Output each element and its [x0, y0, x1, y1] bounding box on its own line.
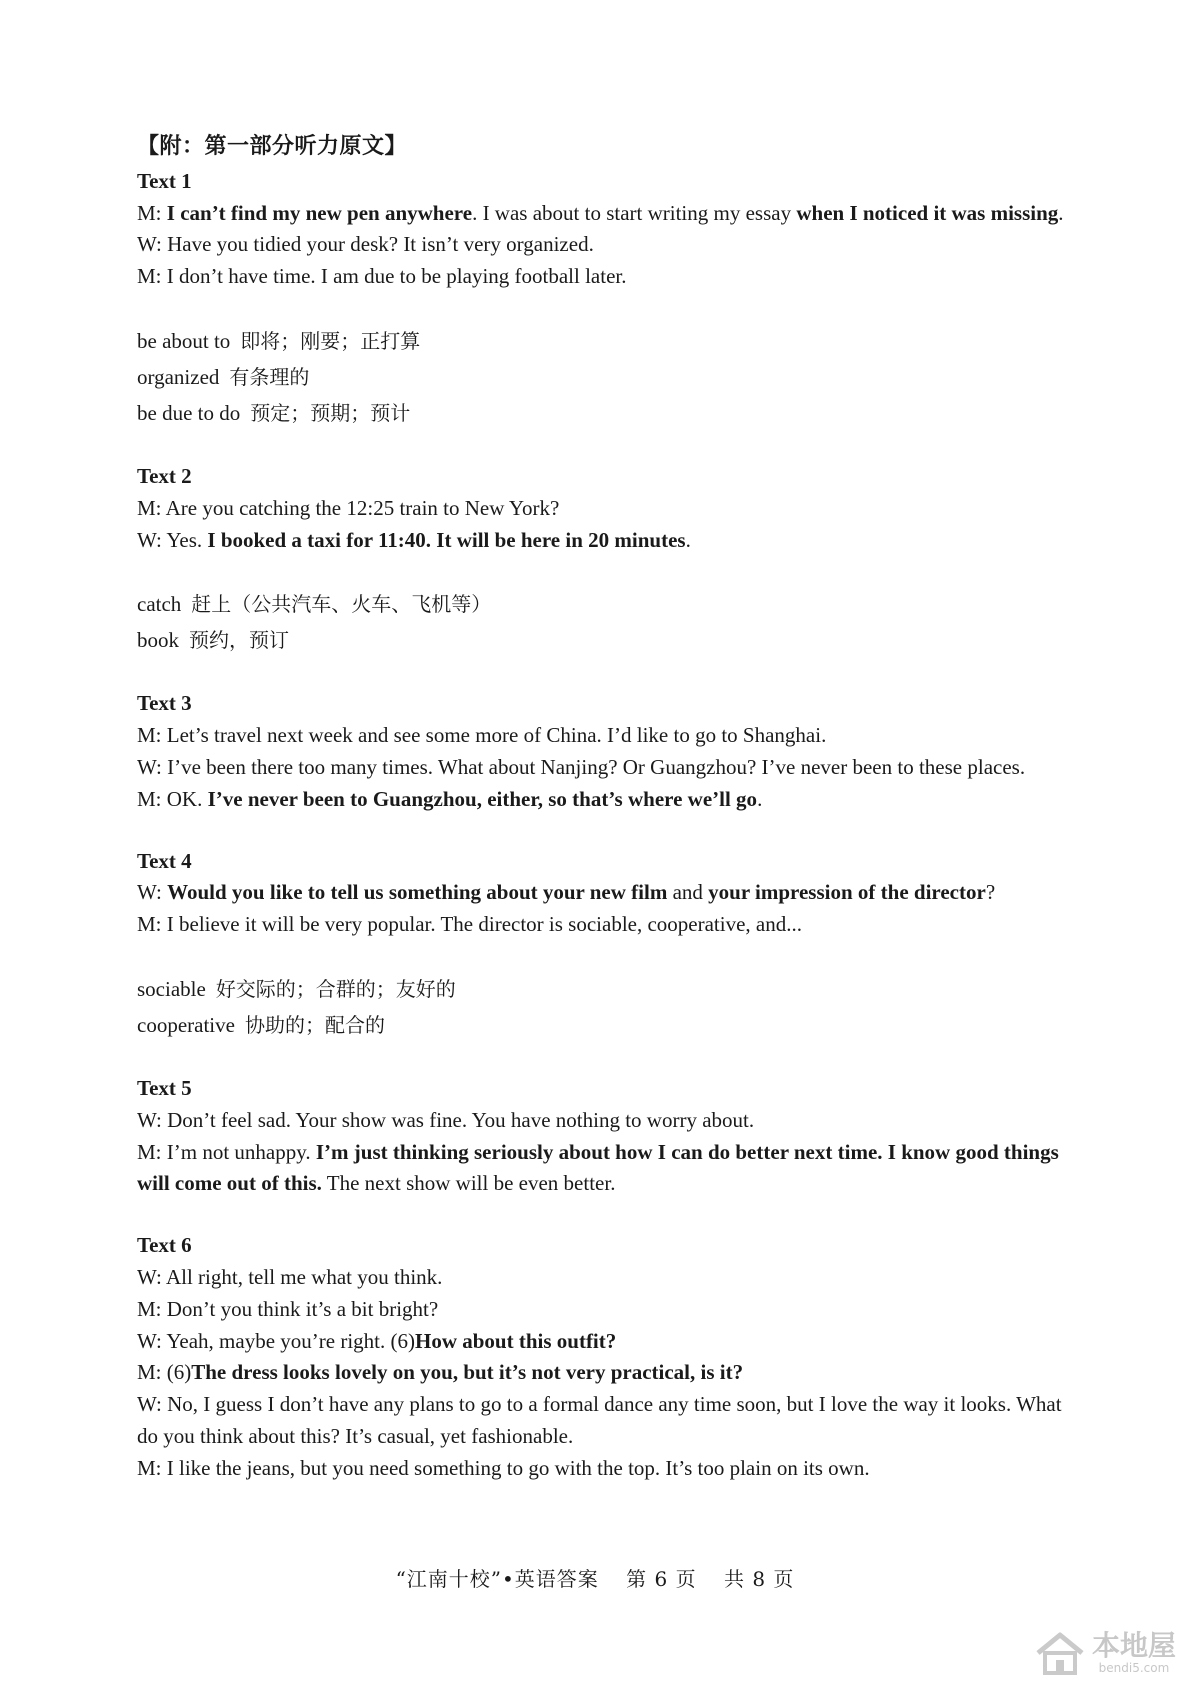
dialogue-line [137, 1453, 1067, 1485]
dialogue-segment: . [757, 786, 763, 811]
text-heading: Text 6 [137, 1233, 192, 1258]
vocab-meaning: 预约，预订 [189, 628, 289, 653]
dialogue-line [137, 877, 1067, 909]
watermark-logo [1034, 1631, 1176, 1675]
text-heading: Text 4 [137, 848, 192, 873]
dialogue-segment: W: Yeah, maybe you’re right. (6) [137, 1328, 415, 1353]
dialogue-line [137, 525, 1067, 557]
key-phrase: your impression of the director [708, 880, 986, 905]
dialogue-line [137, 1326, 1067, 1358]
dialogue-segment: M: I believe it will be very popular. The director is sociable, cooperative, and... [137, 912, 802, 937]
key-phrase: Would you like to tell us something about your new film [167, 880, 668, 905]
dialogue-segment: W: I’ve been there too many times. What about Nanjing? Or Guangzhou? I’ve never been to these places. [137, 754, 1026, 779]
dialogue-segment: M: I like the jeans, but you need something to go with the top. It’s too plain on its own. [137, 1455, 870, 1480]
dialogue-line [137, 493, 1067, 525]
text-heading: Text 5 [137, 1075, 192, 1100]
dialogue-line [137, 229, 1067, 261]
vocab-word: catch [137, 592, 182, 617]
vocab-item [137, 395, 1067, 431]
vocab-word: book [137, 628, 179, 653]
dialogue-segment: . [685, 527, 691, 552]
vocab-meaning: 预定；预期；预计 [250, 400, 411, 425]
dialogue-segment: . [1058, 200, 1064, 225]
vocab-meaning: 即将；刚要；正打算 [240, 328, 421, 353]
dialogue-segment: ? [985, 880, 996, 905]
dialogue-segment: M: I don’t have time. I am due to be playing football later. [137, 264, 627, 289]
key-phrase: when I noticed it was missing [796, 200, 1059, 225]
dialogue-segment: W: Yes. [137, 527, 208, 552]
watermark-name: 本地屋 [1091, 1629, 1176, 1662]
dialogue-segment: W: No, I guess I don’t have any plans to go to a formal dance any time soon, but I love the way it looks. What do you think about this? It’s casual, yet fashionable. [137, 1392, 1062, 1448]
vocabulary-list [137, 971, 1067, 1043]
vocab-item [137, 622, 1067, 658]
dialogue-segment: W: Don’t feel sad. Your show was fine. You have nothing to worry about. [137, 1107, 755, 1132]
text-block [137, 688, 1067, 815]
vocab-meaning: 协助的；配合的 [244, 1012, 385, 1037]
text-heading: Text 2 [137, 463, 192, 488]
text-block [137, 461, 1067, 658]
key-phrase: The dress looks lovely on you, but it’s not very practical, is it? [191, 1360, 744, 1385]
vocab-item [137, 1007, 1067, 1043]
dialogue-segment: The next show will be even better. [321, 1171, 616, 1196]
text-heading: Text 3 [137, 691, 192, 716]
vocab-item [137, 359, 1067, 395]
listening-texts [137, 166, 1067, 1485]
text-block [137, 1230, 1067, 1484]
text-block [137, 1073, 1067, 1200]
key-phrase: How about this outfit? [414, 1328, 617, 1353]
dialogue-line [137, 1389, 1067, 1453]
dialogue-line [137, 1137, 1067, 1201]
section-title: 【附：第一部分听力原文】 [137, 133, 408, 158]
text-block [137, 166, 1067, 431]
dialogue-line [137, 198, 1067, 230]
dialogue-segment: M: Let’s travel next week and see some more of China. I’d like to go to Shanghai. [137, 723, 827, 748]
dialogue-segment: and [667, 880, 709, 905]
dialogue-segment: W: Have you tidied your desk? It isn’t very organized. [137, 232, 594, 257]
vocabulary-list [137, 323, 1067, 431]
key-phrase: I can’t find my new pen anywhere [166, 200, 473, 225]
vocab-word: be due to do [137, 400, 241, 425]
dialogue-line [137, 909, 1067, 941]
vocab-word: sociable [137, 976, 206, 1001]
vocab-item [137, 971, 1067, 1007]
key-phrase: I’ve never been to Guangzhou, either, so that’s where we’ll go [207, 786, 758, 811]
dialogue-line [137, 1357, 1067, 1389]
key-phrase: I booked a taxi for 11:40. It will be here in 20 minutes [207, 527, 686, 552]
dialogue-segment: M: I’m not unhappy. [137, 1139, 316, 1164]
dialogue-segment: M: [137, 200, 167, 225]
dialogue-line [137, 261, 1067, 293]
dialogue-segment: . I was about to start writing my essay [472, 200, 797, 225]
dialogue-line [137, 752, 1067, 784]
vocab-meaning: 好交际的；合群的；友好的 [215, 976, 456, 1001]
vocab-word: be about to [137, 328, 231, 353]
house-icon [1034, 1631, 1086, 1675]
text-block [137, 846, 1067, 1043]
dialogue-segment: M: OK. [137, 786, 208, 811]
dialogue-line [137, 1105, 1067, 1137]
footer-page-number: 第 6 页 [626, 1567, 697, 1591]
dialogue-segment: M: (6) [137, 1360, 192, 1385]
vocab-meaning: 有条理的 [229, 364, 310, 389]
text-heading: Text 1 [137, 168, 192, 193]
dialogue-segment: W: [137, 880, 168, 905]
vocab-word: organized [137, 364, 220, 389]
dialogue-segment: W: All right, tell me what you think. [137, 1264, 443, 1289]
page-footer [0, 1563, 1190, 1592]
dialogue-line [137, 1294, 1067, 1326]
key-phrase: I’m just thinking seriously about how I can do better next time. I know good things will come out of this. [137, 1139, 1059, 1196]
watermark-url: bendi5.com [1098, 1661, 1170, 1675]
vocabulary-list [137, 586, 1067, 658]
document-page [137, 130, 1067, 1485]
dialogue-line [137, 1262, 1067, 1294]
vocab-item [137, 586, 1067, 622]
footer-total-pages: 共 8 页 [723, 1567, 795, 1591]
footer-school: “江南十校”•英语答案 [395, 1567, 599, 1591]
vocab-item [137, 323, 1067, 359]
vocab-word: cooperative [137, 1012, 235, 1037]
vocab-meaning: 赶上（公共汽车、火车、飞机等） [191, 592, 492, 617]
dialogue-line [137, 784, 1067, 816]
dialogue-line [137, 720, 1067, 752]
dialogue-segment: M: Don’t you think it’s a bit bright? [137, 1296, 439, 1321]
dialogue-segment: M: Are you catching the 12:25 train to New York? [137, 495, 560, 520]
